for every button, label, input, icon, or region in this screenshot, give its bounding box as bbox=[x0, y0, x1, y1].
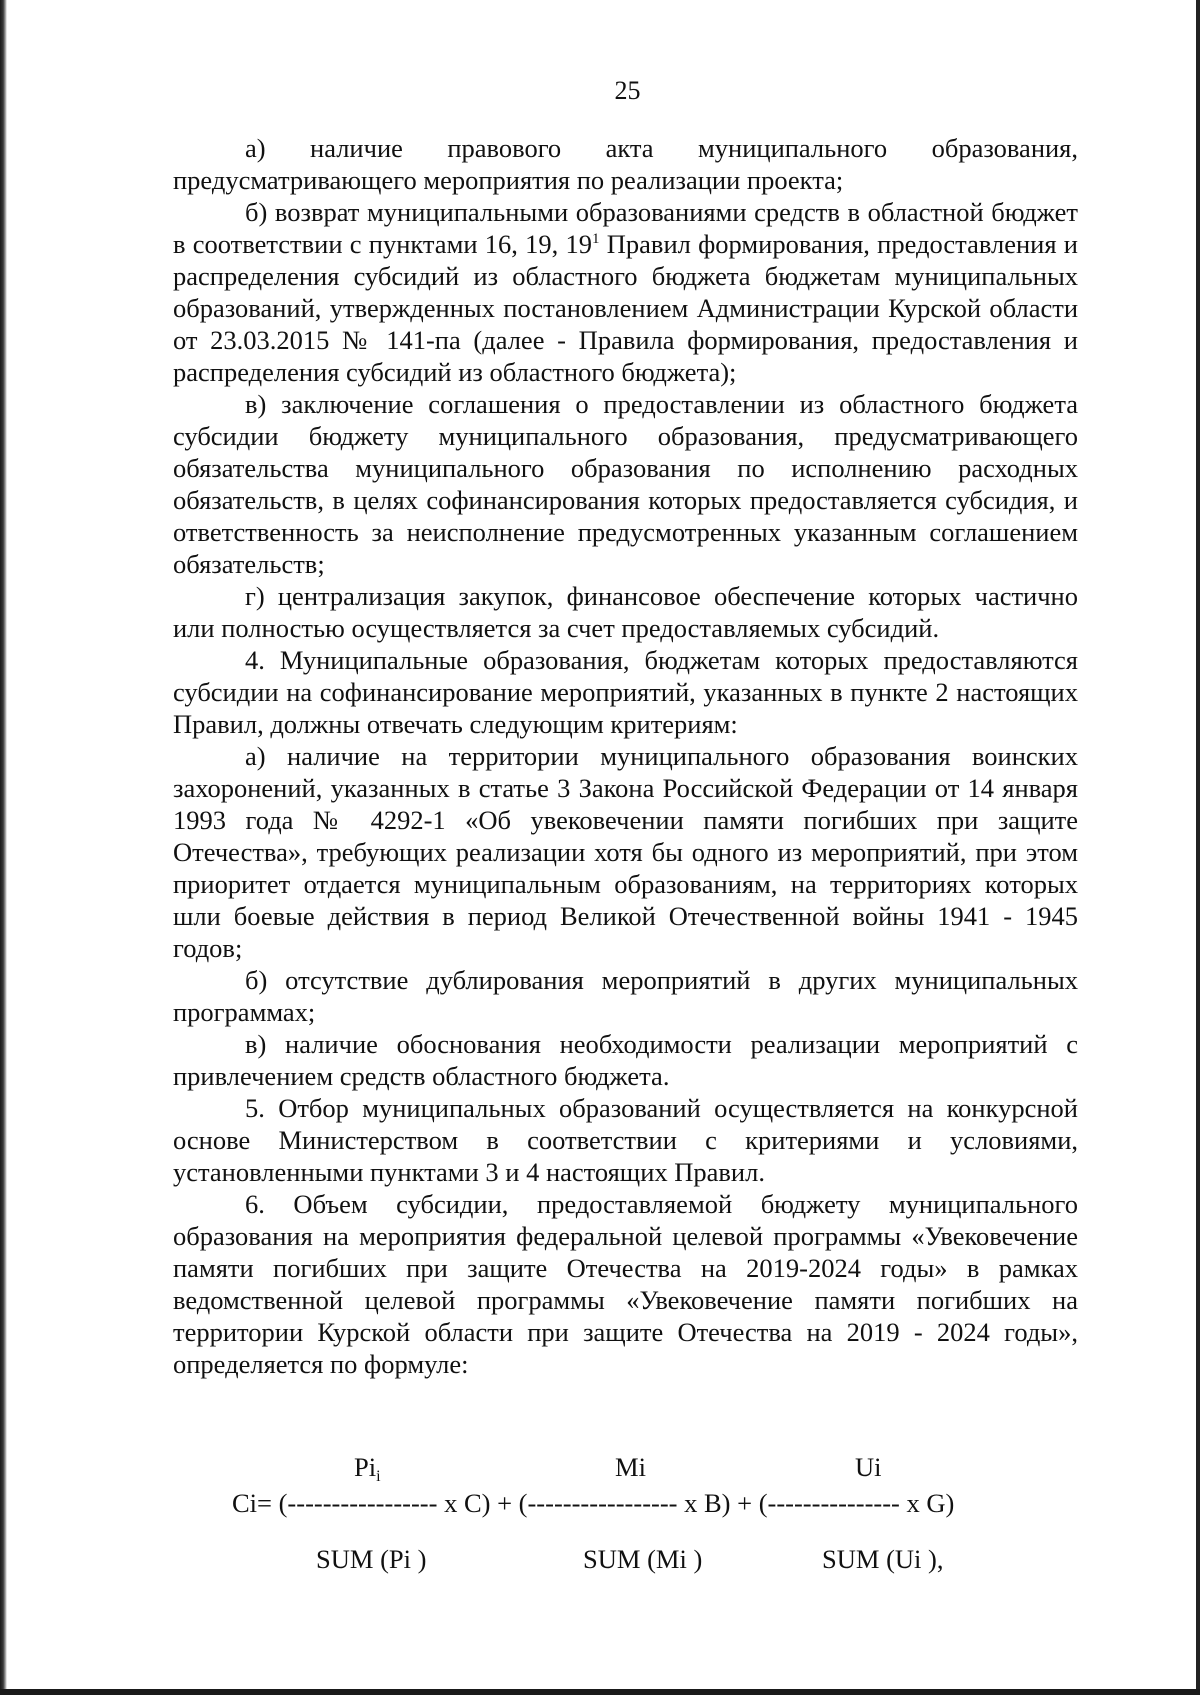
paragraph-3v: в) заключение соглашения о предоставлении из областного бюджета субсидии бюджету муниципального образования, предусматривающего обязательства муниципального образования по исполнению расходных обязательств, в целях софинансирования которых предоставляется субсидия, и ответственность за неисполнение предусмотренных указанным соглашением обязательств; bbox=[173, 389, 1078, 579]
paragraph-3b-start: б) возврат муниципальными образованиями средств в областной бюджет в соответствии с пунктами 16, 19, 19 bbox=[173, 197, 1078, 259]
formula-denominator-sum-mi: SUM (Mi ) bbox=[583, 1544, 703, 1574]
formula-denominator-sum-ui: SUM (Ui ), bbox=[822, 1544, 944, 1574]
paragraph-5: 5. Отбор муниципальных образований осуществляется на конкурсной основе Министерством в соответствии с критериями и условиями, установленными пунктами 3 и 4 настоящих Правил. bbox=[173, 1093, 1078, 1187]
formula-numerator-ui: Ui bbox=[855, 1452, 882, 1482]
scan-edge-left bbox=[0, 0, 7, 1695]
superscript-1: 1 bbox=[592, 231, 600, 247]
formula-numerator-mi: Mi bbox=[615, 1452, 646, 1482]
paragraph-3b-rest: Правил формирования, предоставления и распределения субсидий из областного бюджета бюджетам муниципальных образований, утвержденных постановлением Администрации Курской области от 23.03.2015 № 141-па (далее - Правила формирования, предоставления и распределения субсидий из областного бюджета); bbox=[173, 229, 1078, 387]
paragraph-4v: в) наличие обоснования необходимости реализации мероприятий с привлечением средств областного бюджета. bbox=[173, 1029, 1078, 1091]
formula-numerator-pi-base: Pi bbox=[354, 1452, 377, 1482]
page-number: 25 bbox=[614, 76, 641, 105]
paragraph-4: 4. Муниципальные образования, бюджетам которых предоставляются субсидии на софинансирование мероприятий, указанных в пункте 2 настоящих Правил, должны отвечать следующим критериям: bbox=[173, 645, 1078, 739]
document-body bbox=[173, 132, 1078, 1380]
subsidy-formula bbox=[0, 1452, 1200, 1592]
paragraph-3b bbox=[173, 196, 1078, 388]
scan-edge-right bbox=[1196, 0, 1200, 1695]
scan-edge-bottom bbox=[0, 1689, 1200, 1695]
paragraph-4a: а) наличие на территории муниципального образования воинских захоронений, указанных в статье 3 Закона Российской Федерации от 14 января 1993 года № 4292-1 «Об увековечении памяти погибших при защите Отечества», требующих реализации хотя бы одного из мероприятий, при этом приоритет отдается муниципальным образованиям, на территориях которых шли боевые действия в период Великой Отечественной войны 1941 - 1945 годов; bbox=[173, 741, 1078, 963]
formula-denominator-sum-pi: SUM (Pi ) bbox=[316, 1544, 427, 1574]
paragraph-4b: б) отсутствие дублирования мероприятий в других муниципальных программах; bbox=[173, 965, 1078, 1027]
paragraph-6: 6. Объем субсидии, предоставляемой бюджету муниципального образования на мероприятия федеральной целевой программы «Увековечение памяти погибших при защите Отечества на 2019-2024 годы» в рамках ведомственной целевой программы «Увековечение памяти погибших на территории Курской области при защите Отечества на 2019 - 2024 годы», определяется по формуле: bbox=[173, 1189, 1078, 1379]
paragraph-3a: а) наличие правового акта муниципального образования, предусматривающего мероприятия по реализации проекта; bbox=[173, 133, 1078, 195]
formula-numerator-pi-subscript: i bbox=[376, 1468, 381, 1485]
formula-main-line: Ci= (----------------- x C) + (----------------- x B) + (--------------- x G) bbox=[232, 1488, 955, 1518]
formula-numerator-pi bbox=[354, 1452, 381, 1486]
paragraph-3g: г) централизация закупок, финансовое обеспечение которых частично или полностью осуществляется за счет предоставляемых субсидий. bbox=[173, 581, 1078, 643]
